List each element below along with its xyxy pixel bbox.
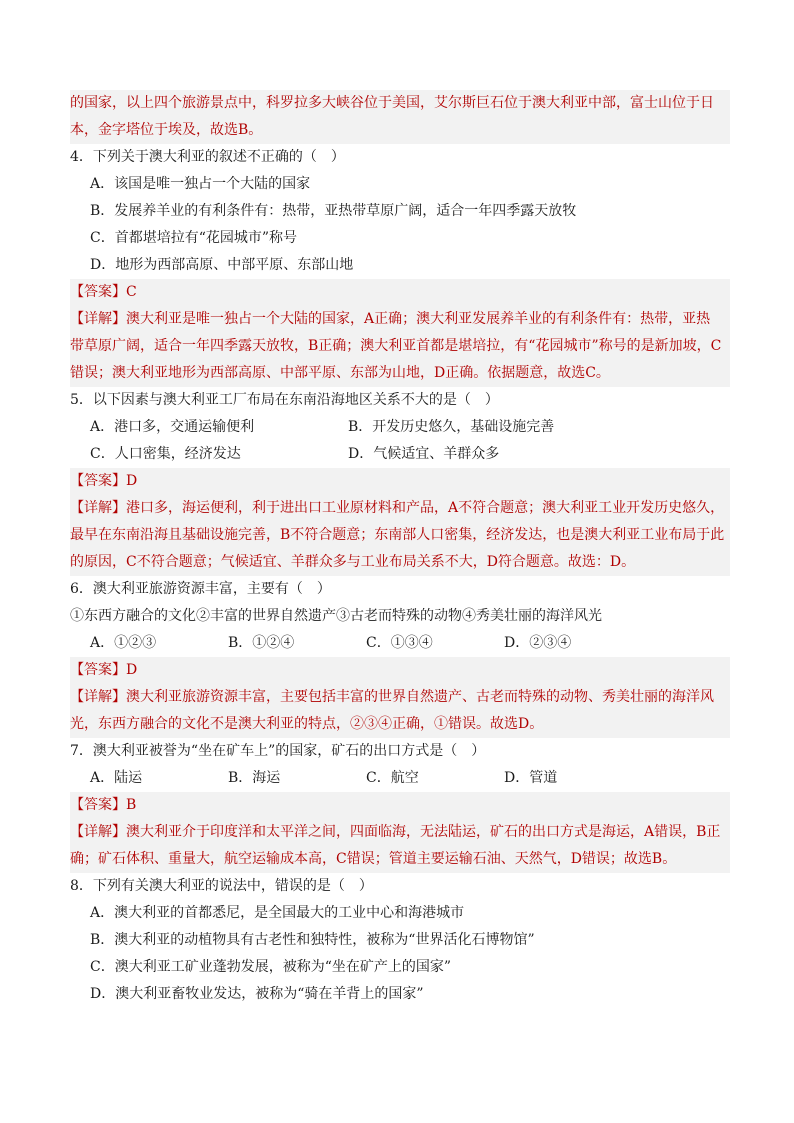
q7-option-b: B．海运 [228, 770, 281, 786]
q5-explain-line: 最早在东南沿海且基础设施完善，B不符合题意；东南部人口密集，经济发达，也是澳大利亚工业布局于此 [70, 527, 725, 543]
q8-option-a: A．澳大利亚的首都悉尼，是全国最大的工业中心和海港城市 [90, 905, 465, 921]
q6-explain-line: 【详解】澳大利亚旅游资源丰富，主要包括丰富的世界自然遗产、古老而特殊的动物、秀美壮丽的海洋风 [70, 689, 714, 705]
q4-explain-line: 错误；澳大利亚地形为西部高原、中部平原、东部为山地，D正确。依据题意，故选C。 [70, 365, 610, 381]
q8-stem: 8．下列有关澳大利亚的说法中，错误的是（ ） [70, 878, 373, 894]
q7-option-a: A．陆运 [90, 770, 143, 786]
q6-explain-line: 光，东西方融合的文化不是澳大利亚的特点，②③④正确，①错误。故选D。 [70, 716, 544, 732]
q4-explain-line: 带草原广阔，适合一年四季露天放牧，B正确；澳大利亚首都是堪培拉，有“花园城市”称号的是新加坡，C [70, 338, 722, 354]
q4-option-d: D．地形为西部高原、中部平原、东部山地 [90, 257, 354, 273]
q4-explain-line: 【详解】澳大利亚是唯一独占一个大陆的国家，A正确；澳大利亚发展养羊业的有利条件有：热带，亚热 [70, 311, 711, 327]
q5-stem: 5．以下因素与澳大利亚工厂布局在东南沿海地区关系不大的是（ ） [70, 392, 499, 408]
q6-option-a: A．①②③ [90, 635, 157, 651]
q5-options-row [70, 441, 730, 468]
q5-explain-line: 的原因，C不符合题意；气候适宜、羊群众多与工业布局关系不大，D符合题意。故选：D。 [70, 554, 636, 570]
q4-stem: 4．下列关于澳大利亚的叙述不正确的（ ） [70, 149, 345, 165]
content [70, 90, 730, 1008]
q7-explain-line: 确；矿石体积、重量大，航空运输成本高，C错误；管道主要运输石油、天然气，D错误；故选B。 [70, 851, 677, 867]
explain-line: 本，金字塔位于埃及，故选B。 [70, 122, 263, 138]
q8-option-d: D．澳大利亚畜牧业发达，被称为“骑在羊背上的国家” [90, 986, 424, 1002]
q4-answer-block [70, 279, 730, 387]
q6-option-c: C．①③④ [366, 635, 433, 651]
q6-answer: 【答案】D [70, 662, 138, 678]
q6-items: ①东西方融合的文化②丰富的世界自然遗产③古老而特殊的动物④秀美壮丽的海洋风光 [70, 608, 602, 624]
q7-option-d: D．管道 [504, 770, 558, 786]
q7-option-c: C．航空 [366, 770, 419, 786]
q4-option-c: C．首都堪培拉有“花园城市”称号 [90, 230, 298, 246]
q4-option-b: B．发展养羊业的有利条件有：热带，亚热带草原广阔，适合一年四季露天放牧 [90, 203, 577, 219]
q6-stem: 6．澳大利亚旅游资源丰富，主要有（ ） [70, 581, 331, 597]
q7-answer: 【答案】B [70, 797, 137, 813]
q5-option-a: A．港口多，交通运输便利 [90, 419, 255, 435]
q5-options-row [70, 414, 730, 441]
q5-answer: 【答案】D [70, 473, 138, 489]
q6-option-b: B．①②④ [228, 635, 295, 651]
q8-option-c: C．澳大利亚工矿业蓬勃发展，被称为“坐在矿产上的国家” [90, 959, 452, 975]
q6-options-row [70, 630, 730, 657]
q8-option-b: B．澳大利亚的动植物具有古老性和独特性，被称为“世界活化石博物馆” [90, 932, 535, 948]
explain-line: 的国家，以上四个旅游景点中，科罗拉多大峡谷位于美国，艾尔斯巨石位于澳大利亚中部，富士山位于日 [70, 95, 714, 111]
q4-option-a: A．该国是唯一独占一个大陆的国家 [90, 176, 311, 192]
q5-answer-block [70, 468, 730, 576]
q4-answer: 【答案】C [70, 284, 137, 300]
q5-explain-line: 【详解】港口多，海运便利，利于进出口工业原材料和产品，A不符合题意；澳大利亚工业开发历史悠久， [70, 500, 725, 516]
q7-explain-line: 【详解】澳大利亚介于印度洋和太平洋之间，四面临海，无法陆运，矿石的出口方式是海运，A错误，B正 [70, 824, 721, 840]
top-explanation [70, 90, 730, 144]
q6-answer-block [70, 657, 730, 738]
q6-option-d: D．②③④ [504, 635, 572, 651]
q7-answer-block [70, 792, 730, 873]
q7-options-row [70, 765, 730, 792]
q5-option-b: B．开发历史悠久，基础设施完善 [348, 419, 555, 435]
q5-option-d: D．气候适宜、羊群众多 [348, 446, 500, 462]
q5-option-c: C．人口密集，经济发达 [90, 446, 241, 462]
q7-stem: 7．澳大利亚被誉为“坐在矿车上”的国家，矿石的出口方式是（ ） [70, 743, 486, 759]
